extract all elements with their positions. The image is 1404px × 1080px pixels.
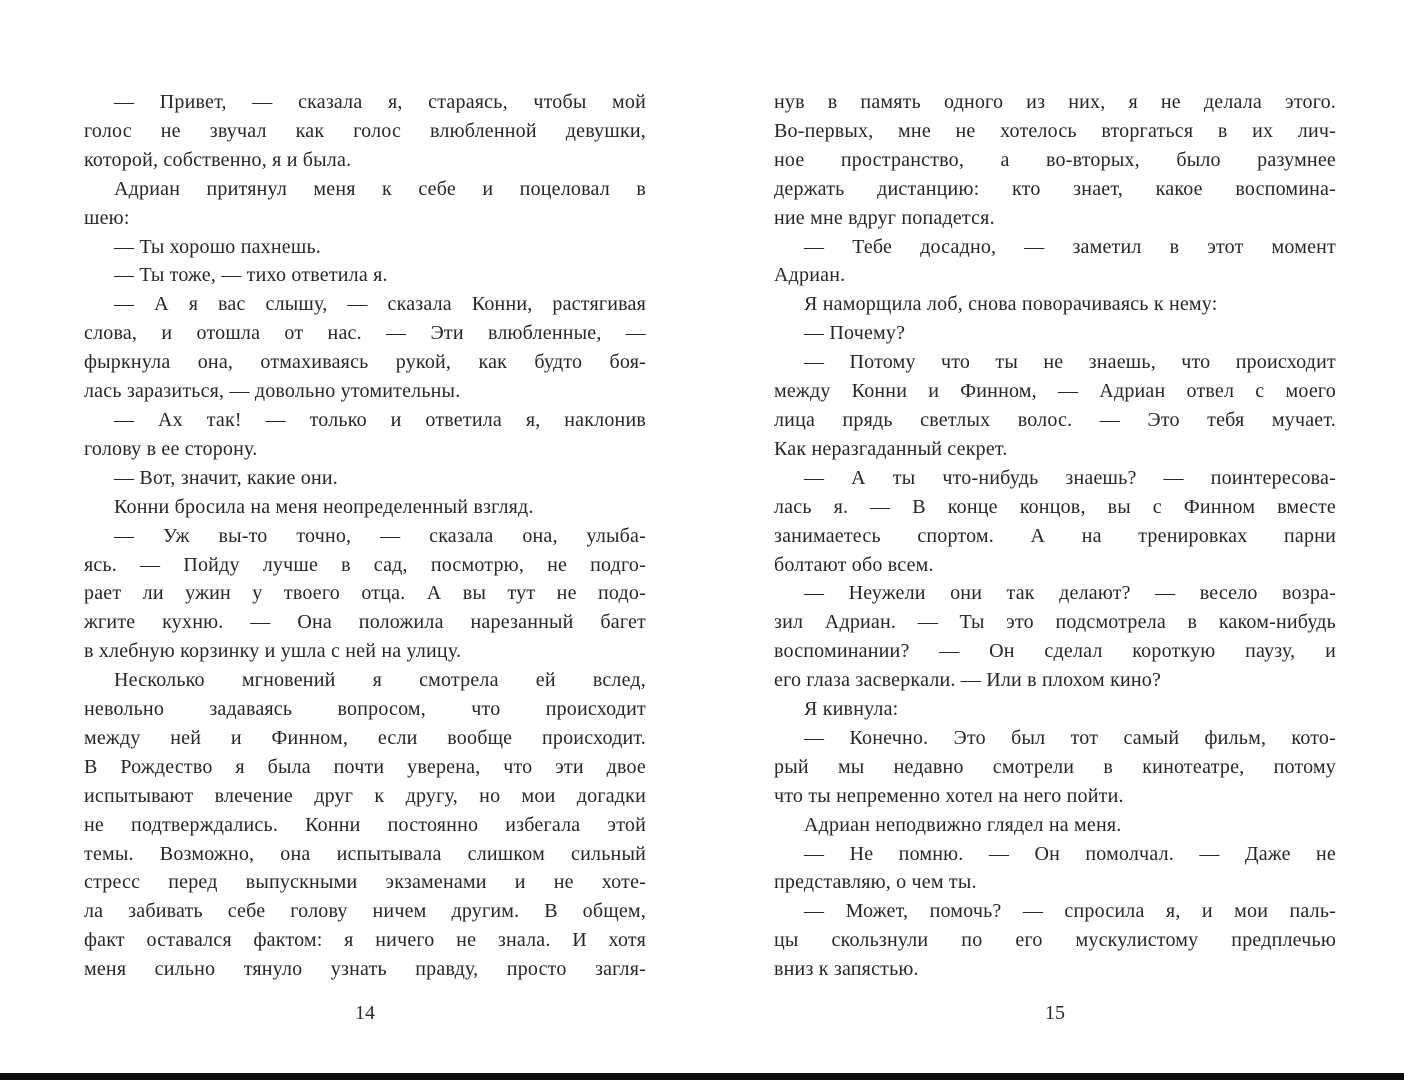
text-line: между ней и Финном, если вообще происходит. [84,726,646,749]
paragraph [84,261,646,290]
page-right-text [774,88,1336,984]
text-line: голову в ее сторону. [84,437,258,460]
text-line: шею: [84,206,130,229]
text-line: факт оставался фактом: я ничего не знала. И хотя [84,929,646,952]
text-line: темы. Возможно, она испытывала слишком сильный [84,842,646,865]
text-line: Конни бросила на меня неопределенный взгляд. [114,495,534,518]
scan-bottom-edge [0,1073,1404,1080]
text-line: — Конечно. Это был тот самый фильм, кото- [804,726,1336,749]
text-line: — Почему? [804,322,906,345]
paragraph [84,522,646,667]
text-line: — Неужели они так делают? — весело возра- [804,582,1336,605]
text-line: стресс перед выпускными экзаменами и не хоте- [84,871,646,894]
text-line: — Привет, — сказала я, стараясь, чтобы мой [114,91,646,113]
text-line: представляю, о чем ты. [774,871,977,894]
text-line: не подтверждались. Конни постоянно избегала этой [84,813,646,836]
paragraph [84,464,646,493]
text-line: жгите кухню. — Она положила нарезанный багет [84,611,646,634]
text-line: держать дистанцию: кто знает, какое воспомина- [774,177,1336,200]
text-line: голос не звучал как голос влюбленной девушки, [84,119,646,142]
text-line: Адриан неподвижно глядел на меня. [804,813,1122,836]
text-line: — Ах так! — только и ответила я, наклонив [114,408,646,431]
paragraph [774,88,1336,233]
paragraph [774,464,1336,580]
text-line: — Не помню. — Он помолчал. — Даже не [804,842,1336,865]
paragraph [84,406,646,464]
text-line: невольно задаваясь вопросом, что происходит [84,698,646,721]
text-line: Адриан притянул меня к себе и поцеловал в [114,177,646,200]
text-line: Как неразгаданный секрет. [774,437,1008,460]
paragraph [774,724,1336,811]
text-line: рый мы недавно смотрели в кинотеатре, потому [774,755,1336,778]
page-left-text [84,88,646,984]
text-line: ние мне вдруг попадется. [774,206,995,229]
text-line: слова, и отошла от нас. — Эти влюбленные, — [84,322,646,345]
page-right [702,0,1404,1080]
text-line: — А ты что-нибудь знаешь? — поинтересова- [804,466,1336,489]
text-line: лась заразиться, — довольно утомительны. [84,380,461,403]
text-line: что ты непременно хотел на него пойти. [774,784,1124,807]
paragraph [84,175,646,233]
text-line: вниз к запястью. [774,958,919,981]
text-line: которой, собственно, я и была. [84,148,352,171]
text-line: Я наморщила лоб, снова поворачиваясь к нему: [804,293,1218,316]
paragraph [774,290,1336,319]
paragraph [774,233,1336,291]
text-line: рает ли ужин у твоего отца. А вы тут не подо- [84,582,646,605]
text-line: меня сильно тянуло узнать правду, просто загля- [84,958,646,981]
text-line: цы скользнули по его мускулистому предплечью [774,929,1336,952]
paragraph [774,348,1336,464]
text-line: Несколько мгновений я смотрела ей вслед, [114,669,646,692]
text-line: зил Адриан. — Ты это подсмотрела в каком-нибудь [774,611,1336,634]
text-line: — Ты хорошо пахнешь. [114,235,321,258]
paragraph [774,811,1336,840]
text-line: фыркнула она, отмахиваясь рукой, как будто боя- [84,351,646,374]
text-line: ное пространство, а во-вторых, было разумнее [774,148,1336,171]
paragraph [84,88,646,175]
text-line: нув в память одного из них, я не делала этого. [774,91,1336,113]
page-number-left: 14 [355,1002,375,1025]
paragraph [774,579,1336,695]
paragraph [774,840,1336,898]
text-line: — Уж вы-то точно, — сказала она, улыба- [114,524,646,547]
text-line: его глаза засверкали. — Или в плохом кино? [774,669,1162,692]
text-line: между Конни и Финном, — Адриан отвел с моего [774,380,1336,403]
text-line: в хлебную корзинку и ушла с ней на улицу. [84,640,462,663]
paragraph [774,319,1336,348]
text-line: лица прядь светлых волос. — Это тебя мучает. [774,408,1336,431]
paragraph [774,897,1336,984]
text-line: занимаетесь спортом. А на тренировках парни [774,524,1336,547]
text-line: — Может, помочь? — спросила я, и мои паль- [804,900,1336,923]
text-line: болтают обо всем. [774,553,934,576]
text-line: Во-первых, мне не хотелось вторгаться в их лич- [774,119,1336,142]
paragraph [84,290,646,406]
text-line: — А я вас слышу, — сказала Конни, растягивая [114,293,646,316]
paragraph [84,233,646,262]
text-line: Адриан. [774,264,846,287]
text-line: — Ты тоже, — тихо ответила я. [114,264,388,287]
text-line: — Потому что ты не знаешь, что происходит [804,351,1336,374]
page-number-right: 15 [1045,1002,1065,1025]
text-line: лась я. — В конце концов, вы с Финном вместе [774,495,1336,518]
paragraph [84,666,646,984]
text-line: В Рождество я была почти уверена, что эти двое [84,755,646,778]
text-line: — Тебе досадно, — заметил в этот момент [804,235,1336,258]
text-line: ясь. — Пойду лучше в сад, посмотрю, не подго- [84,553,646,576]
paragraph [84,493,646,522]
text-line: ла забивать себе голову ничем другим. В общем, [84,900,646,923]
text-line: воспоминании? — Он сделал короткую паузу, и [774,640,1336,663]
text-line: испытывают влечение друг к другу, но мои догадки [84,784,646,807]
paragraph [774,695,1336,724]
text-line: Я кивнула: [804,698,899,721]
text-line: — Вот, значит, какие они. [114,466,338,489]
